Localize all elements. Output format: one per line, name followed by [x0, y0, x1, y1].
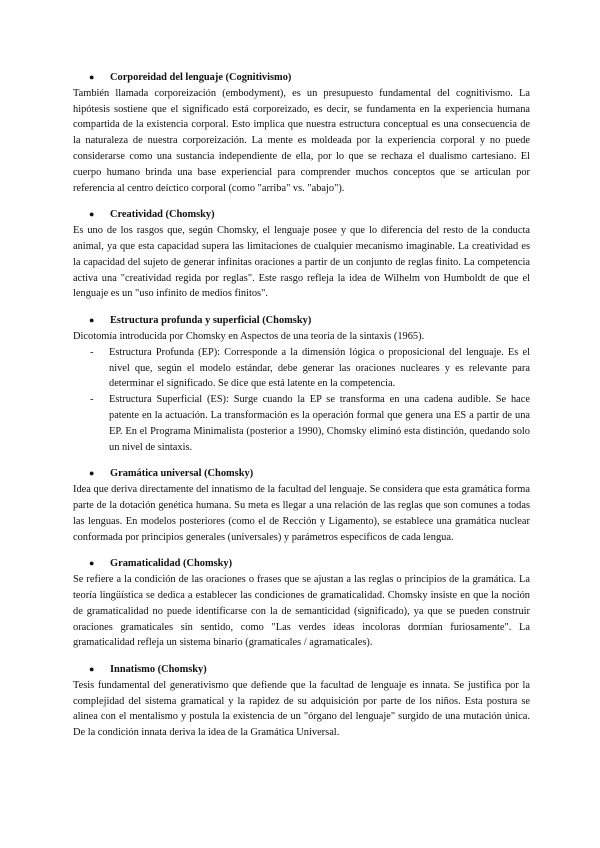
section-heading-estructura — [73, 313, 530, 329]
section-paragraph-corporeidad: También llamada corporeización (embodyment), es un presupuesto fundamental del cognitivismo. La hipótesis sostiene que el significado está corporeizado, es decir, se fundamenta en la experiencia humana compartida de la existencia corporal. Esto implica que nuestra estructura conceptual es una consecuencia de la naturaleza de nuestra corporeización. La mente es moldeada por la experiencia corporal y no puede considerarse como una sustancia independiente de ella, por lo que se rechaza el dualismo cartesiano. El cuerpo humano brinda una base experiencial para comprender muchos conceptos que se articulan por referencia al centro deíctico corporal (como "arriba" vs. "abajo"). — [73, 87, 530, 194]
section-paragraph-gramaticalidad: Se refiere a la condición de las oraciones o frases que se ajustan a las reglas o principios de la gramática. La teoría lingüística se dedica a establecer las condiciones de gramaticalidad. Chomsky insiste en que la noción de gramaticalidad no puede identificarse con la de semanticidad (significado), ya que se pueden construir oraciones gramaticales sin sentido, como "Las verdes ideas incoloras dormían furiosamente". La gramaticalidad refleja un sistema binario (gramaticales / agramaticales). — [73, 574, 530, 649]
heading-text: Gramaticalidad (Chomsky) — [110, 558, 233, 570]
heading-text: Gramática universal (Chomsky) — [110, 468, 254, 480]
estructura-list — [73, 345, 530, 456]
heading-text: Innatismo (Chomsky) — [110, 664, 207, 676]
section-paragraph-innatismo: Tesis fundamental del generativismo que defiende que la facultad de lenguaje es innata. Se justifica por la complejidad del sistema gramatical y la rapidez de su adquisición por parte de los niños. Esta postura se alinea con el mentalismo y postula la existencia de un "órgano del lenguaje" surgido de una mutación única. De la condición innata deriva la idea de la Gramática Universal. — [73, 679, 530, 739]
heading-text: Estructura profunda y superficial (Chomsky) — [110, 315, 312, 327]
bullet-icon: ● — [89, 468, 95, 479]
bullet-icon: ● — [89, 664, 95, 675]
bullet-icon: ● — [89, 315, 95, 326]
section-paragraph-creatividad: Es uno de los rasgos que, según Chomsky, el lenguaje posee y que lo diferencia del resto de la conducta animal, ya que esta capacidad supera las limitaciones de cualquier mecanismo imaginable. La creatividad es la capacidad del sujeto de generar infinitas oraciones a partir de un conjunto de reglas finito. La competencia activa una "creatividad regida por reglas". Este rasgo refleja la idea de Wilhelm von Humboldt de que el lenguaje es un "uso infinito de medios finitos". — [73, 225, 530, 300]
section-gap — [73, 545, 530, 556]
section-gap — [73, 196, 530, 207]
heading-text: Corporeidad del lenguaje (Cognitivismo) — [110, 72, 292, 83]
section-heading-gramaticalidad — [73, 556, 530, 572]
section-gap — [73, 651, 530, 662]
list-item-text: Estructura Profunda (EP): Corresponde a la dimensión lógica o proposicional del lenguaje. Es el nivel que, según el modelo estándar, debe generar las oraciones nucleares y es relevante para determinar el significado. Se dice que está latente en la competencia. — [109, 346, 530, 390]
list-item-estructura-profunda — [73, 345, 530, 392]
section-paragraph-estructura: Dicotomía introducida por Chomsky en Aspectos de una teoría de la sintaxis (1965). — [73, 330, 425, 342]
section-heading-gramatica-universal — [73, 466, 530, 482]
section-heading-innatismo — [73, 662, 530, 678]
section-gap — [73, 455, 530, 466]
bullet-icon: ● — [89, 72, 95, 82]
section-heading-creatividad — [73, 207, 530, 223]
dash-marker: - — [90, 394, 94, 406]
bullet-icon: ● — [89, 558, 95, 569]
section-paragraph-gramatica-universal: Idea que deriva directamente del innatismo de la facultad del lenguaje. Se considera que esta gramática forma parte de la dotación genética humana. Su meta es llegar a una relación de las reglas que son comunes a todas las lenguas. En modelos posteriores (como el de Rección y Ligamento), se establece una gramática nuclear conformada por principios generales (universales) y parámetros específicos de cada lengua. — [73, 484, 530, 543]
dash-marker: - — [90, 346, 94, 358]
list-item-estructura-superficial — [73, 392, 530, 455]
heading-text: Creatividad (Chomsky) — [110, 209, 215, 221]
bullet-icon: ● — [89, 209, 95, 220]
list-item-text: Estructura Superficial (ES): Surge cuando la EP se transforma en una cadena audible. Se hace patente en la actuación. La transformación es la operación formal que genera una ES a partir de una EP. En el Programa Minimalista (posterior a 1990), Chomsky eliminó esta distinción, quedando solo un nivel de sintaxis. — [109, 394, 530, 453]
section-gap — [73, 302, 530, 313]
document-body — [73, 70, 530, 741]
section-heading-corporeidad — [73, 70, 530, 86]
